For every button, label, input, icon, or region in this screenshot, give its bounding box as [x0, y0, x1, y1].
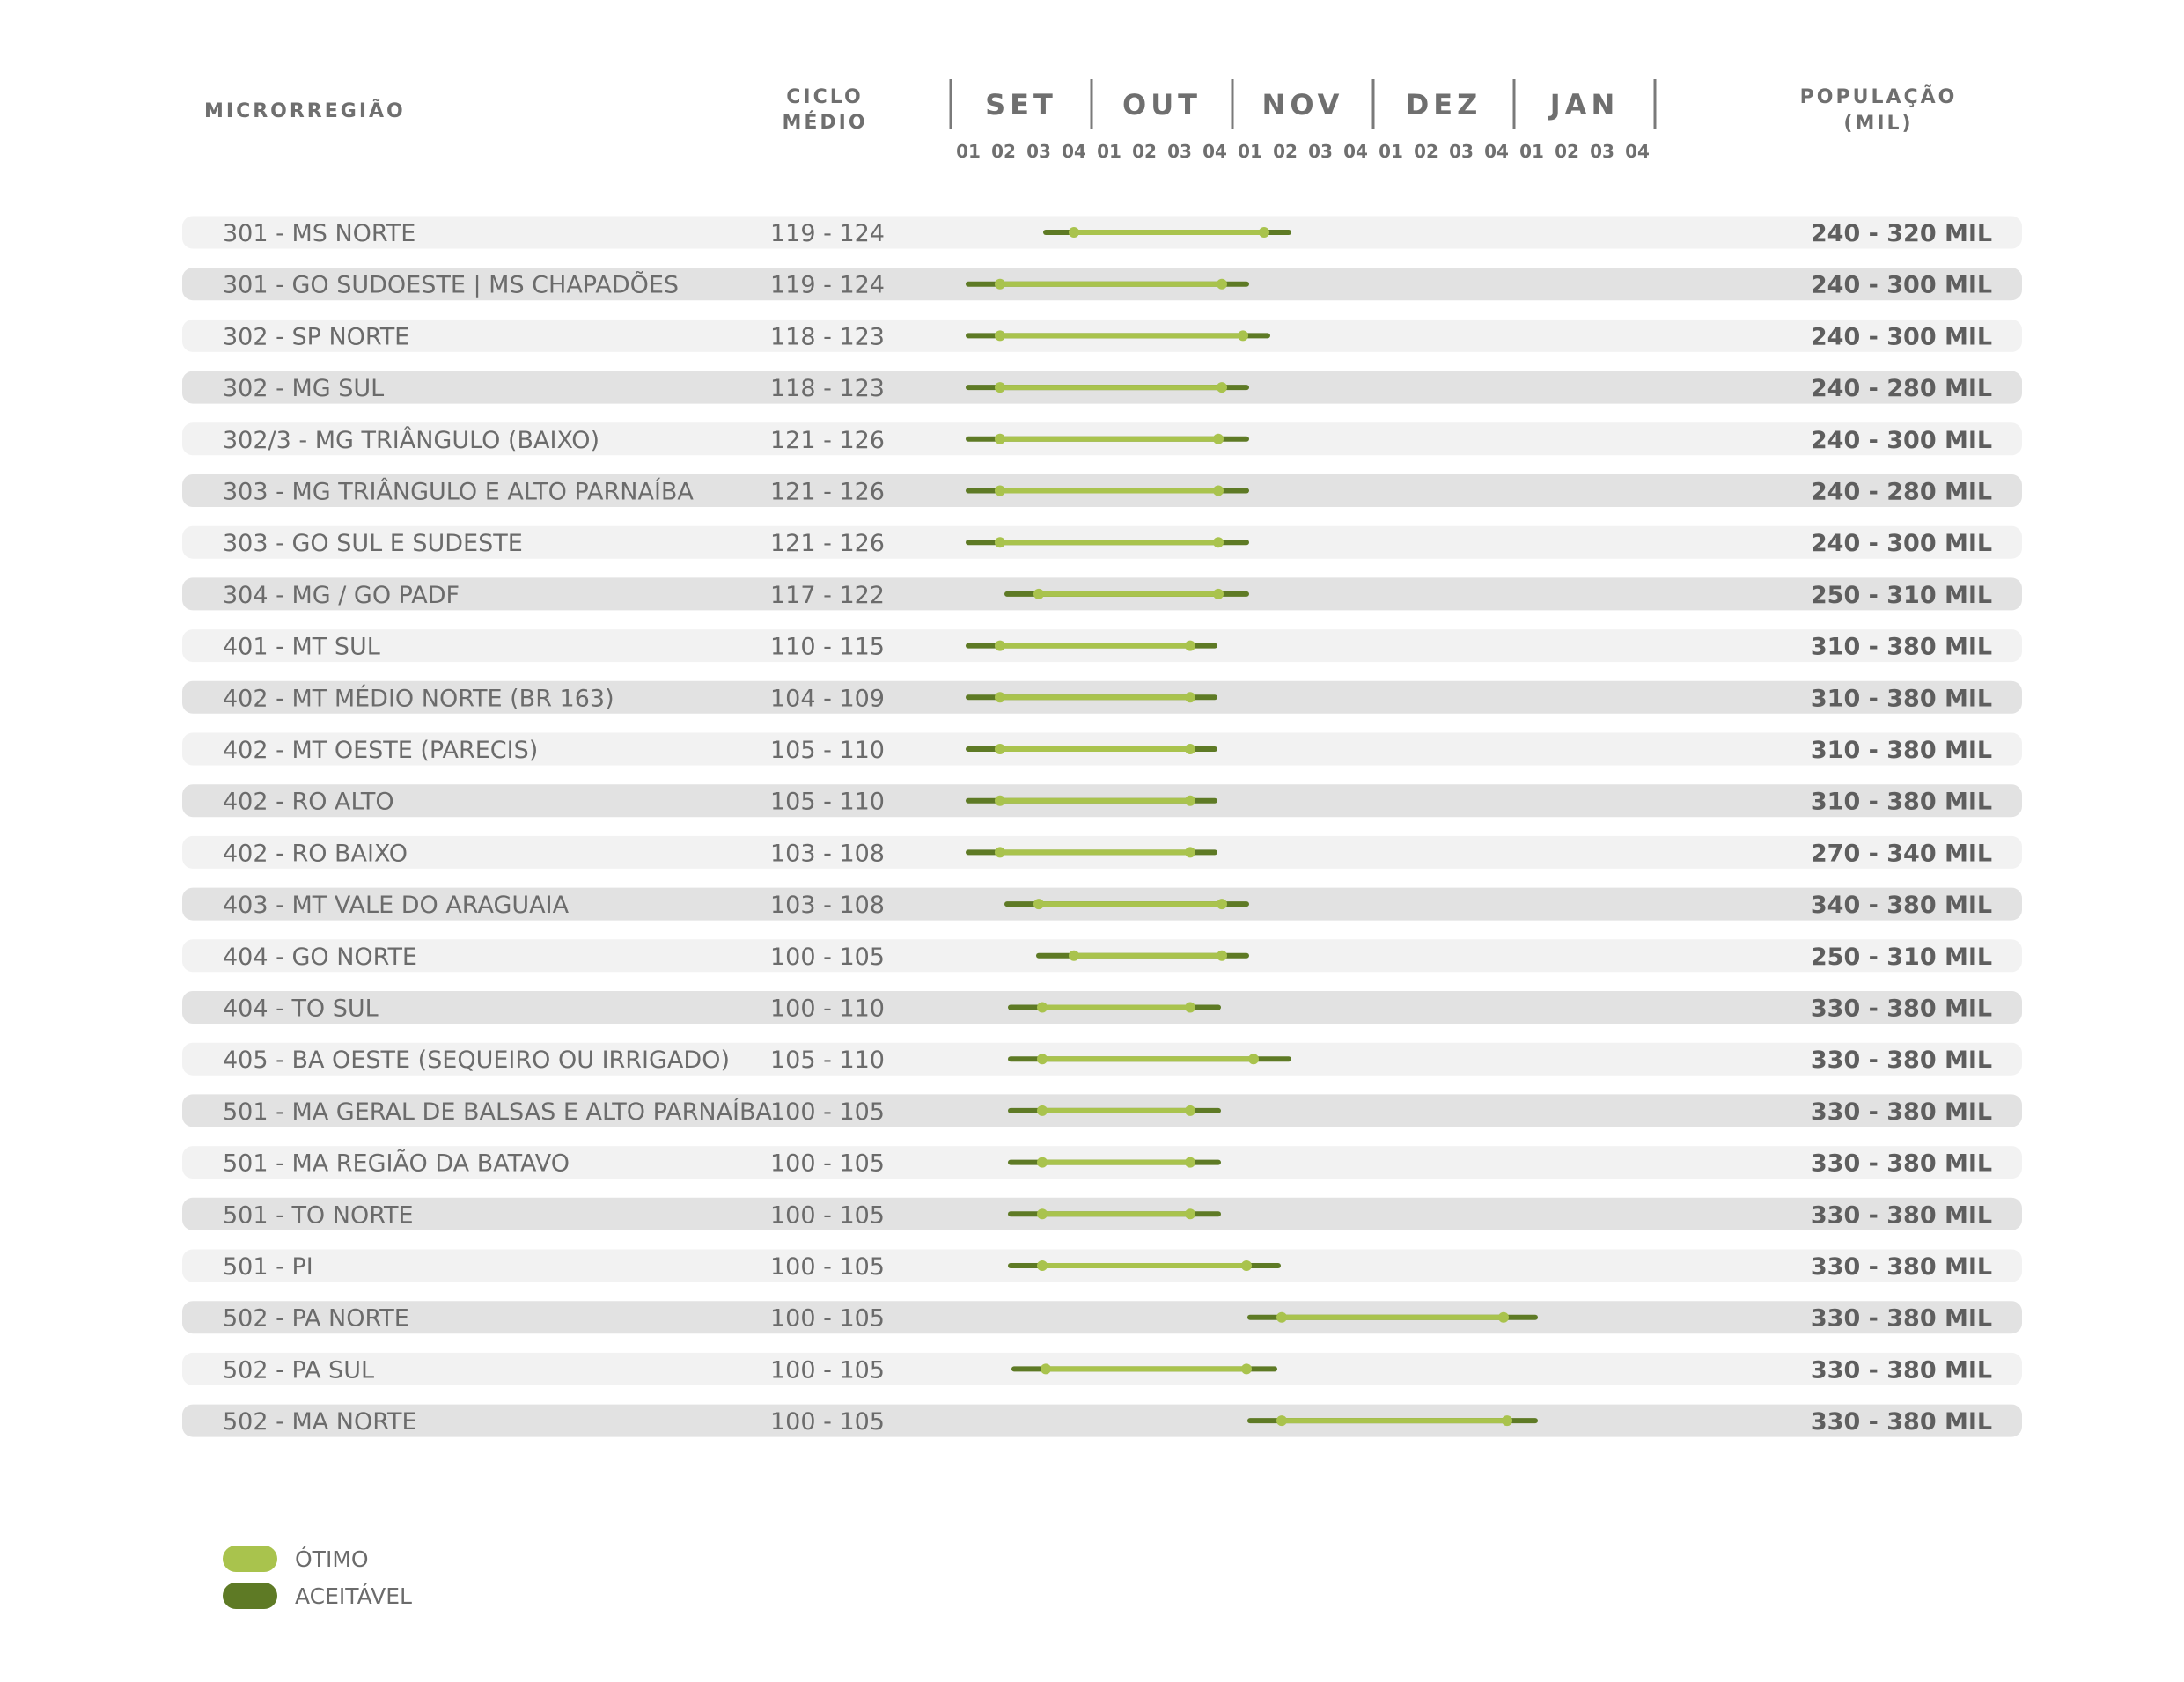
range-otimo-end-dot [1213, 537, 1224, 547]
week-label: 02 [1132, 141, 1157, 162]
row-name: 301 - GO SUDOESTE | MS CHAPADÕES [223, 271, 680, 299]
row-cycle: 105 - 110 [770, 788, 885, 816]
range-otimo-end-dot [1185, 744, 1195, 754]
week-label: 03 [1590, 141, 1614, 162]
row-cycle: 105 - 110 [770, 737, 885, 764]
range-otimo-start-dot [995, 847, 1005, 857]
row-population: 250 - 310 MIL [1810, 581, 1993, 609]
range-otimo-start-dot [1276, 1415, 1287, 1426]
range-otimo-end-dot [1185, 1157, 1195, 1168]
row-cycle: 118 - 123 [770, 375, 885, 403]
range-otimo-start-dot [995, 692, 1005, 702]
range-otimo-start-dot [995, 279, 1005, 290]
row-403-mt-vale-do-araguaia [182, 888, 2022, 921]
row-302-mg-sul [182, 371, 2022, 404]
row-cycle: 119 - 124 [770, 271, 885, 299]
row-background [182, 1301, 2022, 1333]
week-label: 04 [1484, 141, 1509, 162]
month-label-set: SET [985, 88, 1057, 121]
month-headers [951, 79, 1655, 162]
week-label: 01 [956, 141, 981, 162]
row-population: 330 - 380 MIL [1810, 1304, 1993, 1333]
week-label: 04 [1625, 141, 1650, 162]
row-cycle: 110 - 115 [770, 633, 885, 661]
legend-label-otimo: ÓTIMO [295, 1546, 369, 1572]
row-population: 310 - 380 MIL [1810, 685, 1993, 713]
row-402-ro-baixo [182, 836, 2022, 869]
row-background [182, 1405, 2022, 1437]
row-population: 310 - 380 MIL [1810, 788, 1993, 816]
row-cycle: 100 - 105 [770, 1408, 885, 1436]
range-otimo-start-dot [1276, 1312, 1287, 1323]
row-402-mt-medio-norte-br-163 [182, 681, 2022, 714]
row-cycle: 100 - 105 [770, 1098, 885, 1126]
week-label: 02 [1555, 141, 1579, 162]
range-otimo-start-dot [1037, 1105, 1048, 1116]
row-cycle: 100 - 105 [770, 1356, 885, 1385]
row-401-mt-sul [182, 629, 2022, 662]
range-otimo-start-dot [995, 641, 1005, 651]
range-otimo-end-dot [1241, 1260, 1252, 1271]
row-name: 302 - MG SUL [223, 375, 385, 403]
legend-swatch-aceitavel [223, 1583, 277, 1609]
column-header-ciclo-line1: CICLO [786, 86, 864, 108]
week-label: 02 [1414, 141, 1438, 162]
row-population: 250 - 310 MIL [1810, 943, 1993, 971]
row-302-sp-norte [182, 320, 2022, 352]
range-otimo-end-dot [1213, 589, 1224, 599]
range-otimo-start-dot [1037, 1003, 1048, 1013]
row-402-ro-alto [182, 784, 2022, 817]
row-name: 404 - GO NORTE [223, 943, 417, 971]
range-otimo-end-dot [1185, 692, 1195, 702]
week-label: 04 [1062, 141, 1086, 162]
row-name: 502 - PA NORTE [223, 1304, 409, 1333]
range-otimo-start-dot [1041, 1363, 1051, 1374]
range-otimo-end-dot [1185, 641, 1195, 651]
row-cycle: 103 - 108 [770, 840, 885, 868]
row-301-go-sudoeste-ms-chapadoes [182, 268, 2022, 300]
row-name: 303 - GO SUL E SUDESTE [223, 530, 523, 558]
column-header-microrregiao: MICRORREGIÃO [204, 100, 406, 122]
week-label: 04 [1343, 141, 1368, 162]
row-population: 310 - 380 MIL [1810, 633, 1993, 661]
row-name: 501 - MA REGIÃO DA BATAVO [223, 1149, 570, 1178]
row-304-mg-go-padf [182, 577, 2022, 610]
range-otimo-end-dot [1217, 279, 1227, 290]
range-otimo-start-dot [995, 744, 1005, 754]
row-population: 240 - 300 MIL [1810, 426, 1993, 454]
row-name: 401 - MT SUL [223, 633, 380, 661]
row-501-ma-geral-de-balsas-e-alto-parnaiba [182, 1094, 2022, 1127]
row-name: 402 - MT OESTE (PARECIS) [223, 737, 539, 764]
range-otimo-end-dot [1217, 899, 1227, 909]
range-otimo-end-dot [1217, 382, 1227, 393]
row-cycle: 100 - 105 [770, 1149, 885, 1178]
range-otimo-start-dot [995, 796, 1005, 806]
range-otimo-end-dot [1248, 1054, 1259, 1064]
row-cycle: 105 - 110 [770, 1047, 885, 1075]
row-501-to-norte [182, 1198, 2022, 1230]
range-otimo-start-dot [995, 537, 1005, 547]
range-otimo-end-dot [1259, 227, 1269, 238]
row-cycle: 119 - 124 [770, 220, 885, 247]
row-name: 405 - BA OESTE (SEQUEIRO OU IRRIGADO) [223, 1047, 730, 1075]
row-404-go-norte [182, 939, 2022, 972]
row-cycle: 100 - 105 [770, 1201, 885, 1230]
row-population: 330 - 380 MIL [1810, 1201, 1993, 1230]
row-402-mt-oeste-parecis [182, 733, 2022, 766]
range-otimo-end-dot [1498, 1312, 1509, 1323]
row-name: 403 - MT VALE DO ARAGUAIA [223, 892, 570, 920]
week-label: 02 [1273, 141, 1298, 162]
week-label: 03 [1026, 141, 1051, 162]
row-cycle: 100 - 105 [770, 943, 885, 971]
row-cycle: 121 - 126 [770, 530, 885, 558]
row-404-to-sul [182, 991, 2022, 1024]
month-label-out: OUT [1121, 88, 1202, 121]
row-302-3-mg-triangulo-baixo [182, 422, 2022, 455]
row-name: 502 - PA SUL [223, 1356, 374, 1385]
range-otimo-start-dot [995, 434, 1005, 444]
range-otimo-end-dot [1217, 951, 1227, 961]
column-header-ciclo-line2: MÉDIO [782, 112, 868, 134]
column-header-populacao-line1: POPULAÇÃO [1799, 86, 1958, 108]
range-otimo-start-dot [1037, 1260, 1048, 1271]
row-cycle: 118 - 123 [770, 323, 885, 351]
range-otimo-end-dot [1213, 434, 1224, 444]
row-cycle: 100 - 110 [770, 995, 885, 1023]
row-population: 240 - 280 MIL [1810, 375, 1993, 403]
week-label: 01 [1238, 141, 1262, 162]
row-name: 502 - MA NORTE [223, 1408, 417, 1436]
range-otimo-end-dot [1185, 847, 1195, 857]
row-cycle: 100 - 105 [770, 1304, 885, 1333]
row-name: 303 - MG TRIÂNGULO E ALTO PARNAÍBA [223, 478, 694, 506]
row-502-ma-norte [182, 1405, 2022, 1437]
month-label-nov: NOV [1261, 88, 1344, 121]
row-population: 240 - 300 MIL [1810, 530, 1993, 558]
row-name: 501 - TO NORTE [223, 1201, 414, 1230]
range-otimo-end-dot [1185, 796, 1195, 806]
range-otimo-start-dot [1069, 951, 1079, 961]
range-otimo-start-dot [1033, 589, 1044, 599]
chart-header [204, 79, 1957, 162]
row-population: 330 - 380 MIL [1810, 1253, 1993, 1281]
legend-label-aceitavel: ACEITÁVEL [295, 1583, 412, 1609]
range-otimo-start-dot [1037, 1208, 1048, 1219]
row-population: 270 - 340 MIL [1810, 840, 1993, 868]
week-label: 02 [991, 141, 1016, 162]
range-otimo-start-dot [1037, 1054, 1048, 1064]
row-population: 330 - 380 MIL [1810, 995, 1993, 1023]
range-otimo-start-dot [1069, 227, 1079, 238]
row-303-mg-triangulo-e-alto-parnaiba [182, 474, 2022, 507]
row-cycle: 104 - 109 [770, 685, 885, 713]
row-502-pa-norte [182, 1301, 2022, 1333]
row-303-go-sul-e-sudeste [182, 526, 2022, 559]
range-otimo-end-dot [1238, 330, 1248, 341]
row-cycle: 100 - 105 [770, 1253, 885, 1281]
row-name: 404 - TO SUL [223, 995, 379, 1023]
month-label-jan: JAN [1549, 88, 1620, 121]
row-population: 340 - 380 MIL [1810, 892, 1993, 920]
row-population: 330 - 380 MIL [1810, 1356, 1993, 1385]
row-301-ms-norte [182, 217, 2022, 249]
range-otimo-start-dot [995, 486, 1005, 496]
row-name: 302 - SP NORTE [223, 323, 410, 351]
range-otimo-start-dot [995, 382, 1005, 393]
row-name: 501 - MA GERAL DE BALSAS E ALTO PARNAÍBA [223, 1098, 773, 1126]
row-name: 301 - MS NORTE [223, 220, 416, 247]
row-population: 240 - 300 MIL [1810, 323, 1993, 351]
range-otimo-start-dot [1037, 1157, 1048, 1168]
row-501-ma-regiao-da-batavo [182, 1146, 2022, 1179]
week-label: 03 [1308, 141, 1333, 162]
week-label: 03 [1167, 141, 1192, 162]
range-otimo-start-dot [1033, 899, 1044, 909]
row-name: 304 - MG / GO PADF [223, 581, 460, 609]
row-population: 240 - 320 MIL [1810, 220, 1993, 247]
row-name: 302/3 - MG TRIÂNGULO (BAIXO) [223, 426, 600, 454]
week-label: 04 [1202, 141, 1227, 162]
row-502-pa-sul [182, 1353, 2022, 1385]
range-otimo-end-dot [1185, 1105, 1195, 1116]
row-name: 402 - RO ALTO [223, 788, 394, 816]
column-header-populacao-line2: (MIL) [1843, 113, 1914, 135]
week-label: 03 [1449, 141, 1474, 162]
range-otimo-end-dot [1502, 1415, 1512, 1426]
range-otimo-end-dot [1213, 486, 1224, 496]
row-cycle: 121 - 126 [770, 426, 885, 454]
row-population: 330 - 380 MIL [1810, 1149, 1993, 1178]
month-label-dez: DEZ [1405, 88, 1482, 121]
row-cycle: 103 - 108 [770, 892, 885, 920]
row-name: 501 - PI [223, 1253, 313, 1281]
week-label: 01 [1379, 141, 1403, 162]
week-label: 01 [1519, 141, 1544, 162]
week-label: 01 [1097, 141, 1121, 162]
row-cycle: 117 - 122 [770, 581, 885, 609]
range-otimo-end-dot [1241, 1363, 1252, 1374]
row-population: 330 - 380 MIL [1810, 1408, 1993, 1436]
range-otimo-end-dot [1185, 1208, 1195, 1219]
row-501-pi [182, 1250, 2022, 1282]
chart-rows [182, 217, 2022, 1437]
legend-swatch-otimo [223, 1546, 277, 1572]
row-population: 330 - 380 MIL [1810, 1098, 1993, 1126]
row-population: 310 - 380 MIL [1810, 737, 1993, 764]
row-name: 402 - MT MÉDIO NORTE (BR 163) [223, 685, 614, 713]
range-otimo-end-dot [1185, 1003, 1195, 1013]
row-population: 330 - 380 MIL [1810, 1047, 1993, 1075]
row-405-ba-oeste-sequeiro-ou-irrigado [182, 1043, 2022, 1076]
row-population: 240 - 280 MIL [1810, 478, 1993, 506]
row-name: 402 - RO BAIXO [223, 840, 408, 868]
row-cycle: 121 - 126 [770, 478, 885, 506]
legend [223, 1546, 412, 1609]
range-otimo-start-dot [995, 330, 1005, 341]
row-population: 240 - 300 MIL [1810, 271, 1993, 299]
